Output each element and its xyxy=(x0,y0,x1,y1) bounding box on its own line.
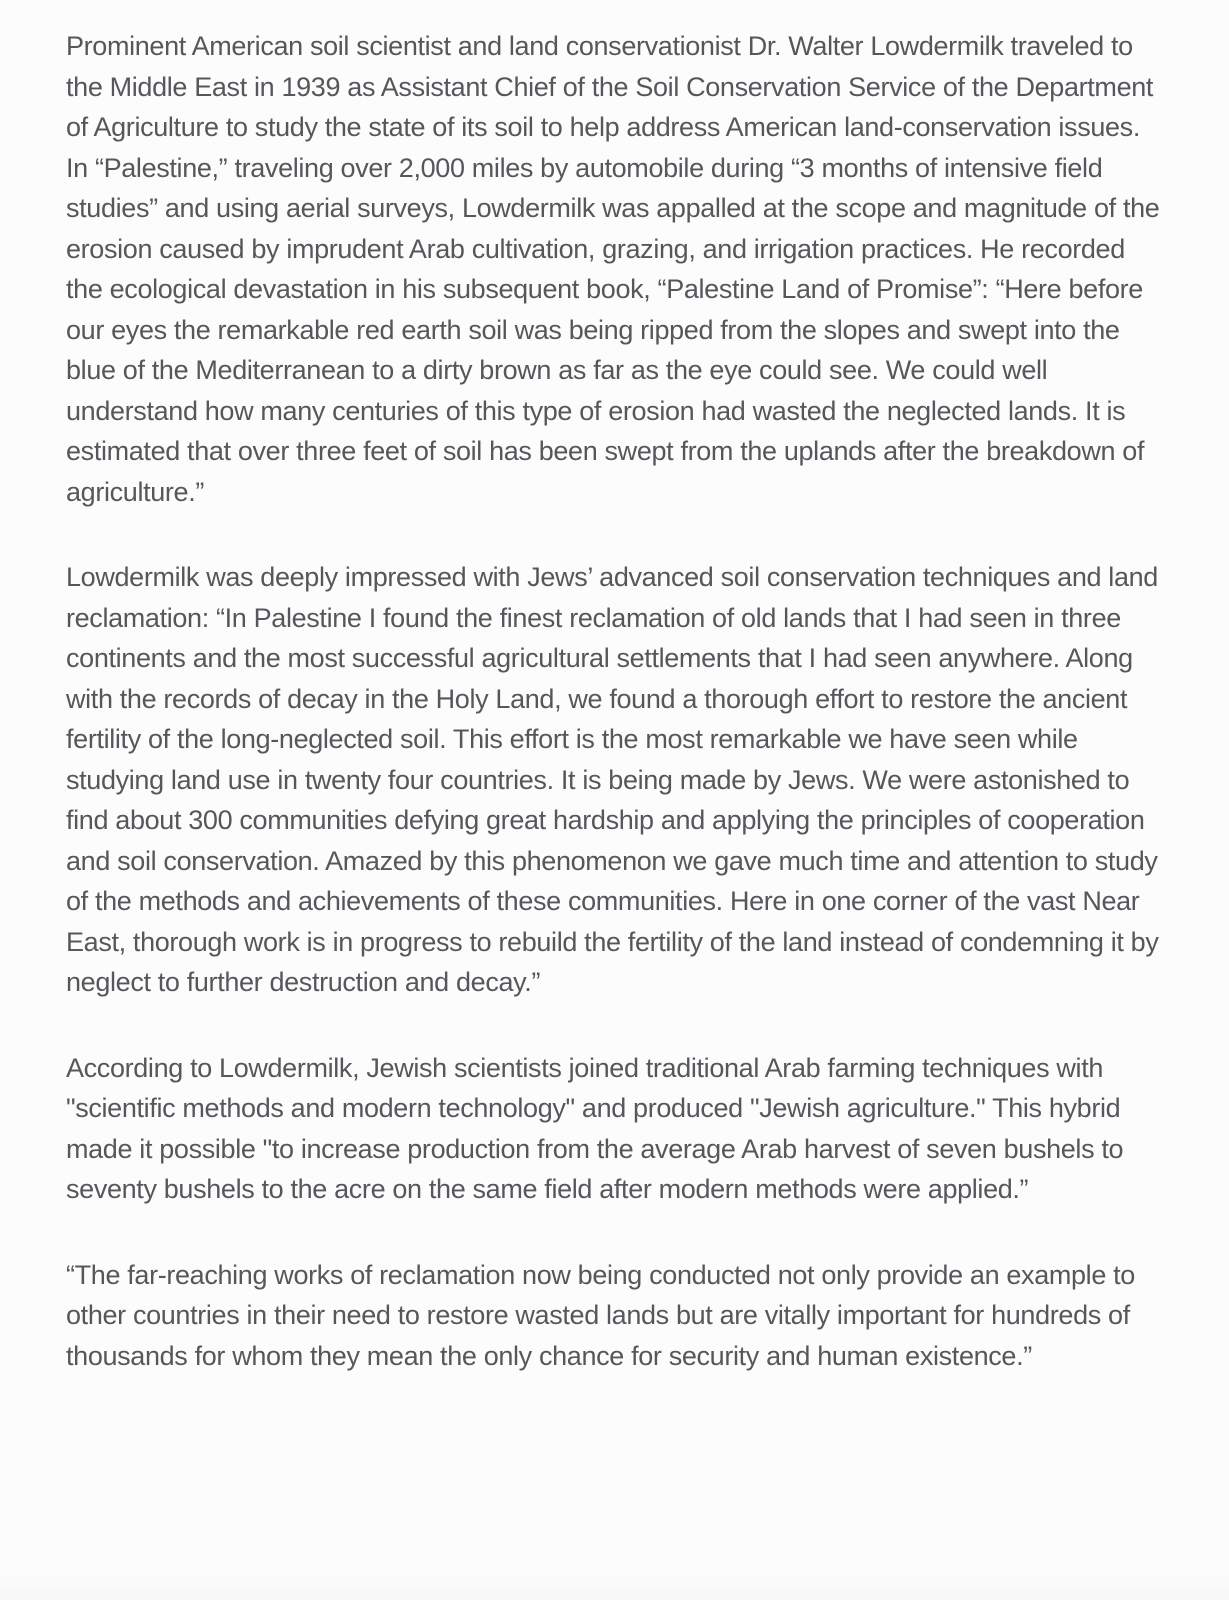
paragraph-jewish-agriculture: According to Lowdermilk, Jewish scientists joined traditional Arab farming techniques with "scientific methods and modern technology" and produced "Jewish agriculture." This hybrid made it possible "to increase production from the average Arab harvest of seven bushels to seventy bushels to the acre on the same field after modern methods were applied.” xyxy=(66,1052,1124,1204)
paragraph-reclamation-quote: “The far-reaching works of reclamation now being conducted not only provide an example to other countries in their need to restore wasted lands but are vitally important for hundreds of thousands for whom they mean the only chance for security and human existence.” xyxy=(66,1259,1135,1371)
paragraph-lowdermilk-intro: Prominent American soil scientist and land conservationist Dr. Walter Lowdermilk traveled to the Middle East in 1939 as Assistant Chief of the Soil Conservation Service of the Department of Agriculture to study the state of its soil to help address American land-conservation issues. In “Palestine,” traveling over 2,000 miles by automobile during “3 months of intensive field studies” and using aerial surveys, Lowdermilk was appalled at the scope and magnitude of the erosion caused by imprudent Arab cultivation, grazing, and irrigation practices. He recorded the ecological devastation in his subsequent book, “Palestine Land of Promise”: “Here before our eyes the remarkable red earth soil was being ripped from the slopes and swept into the blue of the Mediterranean to a dirty brown as far as the eye could see. We could well understand how many centuries of this type of erosion had wasted the neglected lands. It is estimated that over three feet of soil has been swept from the uplands after the breakdown of agriculture.” xyxy=(66,31,1160,507)
footer-gradient-band xyxy=(0,1572,1229,1600)
paragraph-soil-conservation: Lowdermilk was deeply impressed with Jews’ advanced soil conservation techniques and land reclamation: “In Palestine I found the finest reclamation of old lands that I had seen in three continents and the most successful agricultural settlements that I had seen anywhere. Along with the records of decay in the Holy Land, we found a thorough effort to restore the ancient fertility of the long-neglected soil. This effort is the most remarkable we have seen while studying land use in twenty four countries. It is being made by Jews. We were astonished to find about 300 communities defying great hardship and applying the principles of cooperation and soil conservation. Amazed by this phenomenon we gave much time and attention to study of the methods and achievements of these communities. Here in one corner of the vast Near East, thorough work is in progress to rebuild the fertility of the land instead of condemning it by neglect to further destruction and decay.” xyxy=(66,562,1159,997)
